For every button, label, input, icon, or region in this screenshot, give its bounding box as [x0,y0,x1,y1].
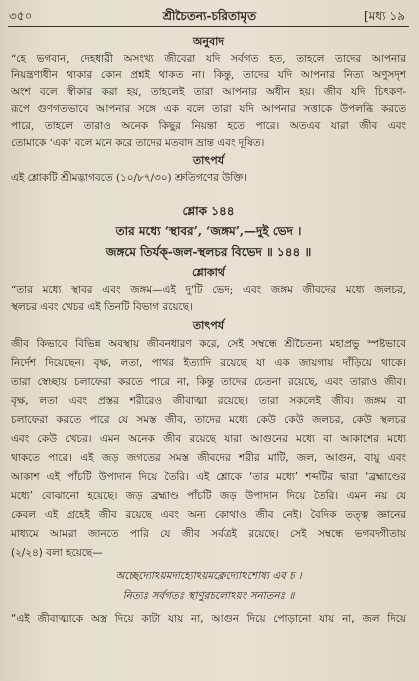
text-line: এই শ্লোকটি শ্রীমদ্ভাগবতে (১০/৮৭/৩০) শ্রুতিগণের উক্তি। [11,172,247,184]
text-line: (২/২৪) বলা হয়েছে— [11,547,103,559]
page-number: ৩৫০ [9,9,33,23]
quoted-verse-line: অচ্ছেদ্যোঽয়মদাহ্যোঽয়মক্লেদ্যোঽশোষ্য এব চ । [115,570,302,582]
text-line: এবং কেউ খেচর। এমন অনেক জীব রয়েছে যারা আগুনের মধ্যে বা আকাশের মধ্যে [11,433,406,445]
text-line: অংশ বলে স্বীকার করা হয়, তাহলেই তারা আপনার অধীন হয়। জীব যদি চিৎকণ- [11,86,406,98]
text-line: “তার মধ্যে স্থাবর এবং জঙ্গম—এই দু'টি ভেদ; এবং জঙ্গম জীবদের মধ্যে জলচর, [11,284,406,296]
verse-line: জঙ্গমে তির্যক্-জল-স্থলচর বিভেদ ॥ ১৪৪ ॥ [105,245,312,259]
verse-line: তার মধ্যে ‘স্থাবর’, ‘জঙ্গম’,—দুই ভেদ । [115,224,302,238]
text-line: আকাশ এই পাঁচটি উপাদান দিয়ে তৈরি। এই শ্লোকে ‘তার মধ্যে’ শব্দটির দ্বারা ‘ব্রহ্মাণ্ডের [11,471,406,483]
section-heading-tatparya: তাৎপর্য [192,319,225,332]
text-line: পারে, তাহলে তারাও অনেক কিছুর নিয়ন্তা হতে পারে। অতএব যারা জীব এবং [11,120,406,132]
verse-number: শ্লোক ১৪৪ [182,204,235,218]
text-line: “এই জীবাত্মাকে অস্ত্র দিয়ে কাটা যায় না, আগুন দিয়ে পোড়ানো যায় না, জল দিয়ে [11,613,406,625]
text-line: জীব কিভাবে বিভিন্ন অবস্থায় জীবনধারণ করে, সেই সম্বন্ধে শ্রীচৈতন্য মহাপ্রভু স্পষ্টভাবে [11,338,406,350]
text-line: মধ্যে’ বোঝানো হয়েছে। জড় ব্রহ্মাণ্ড পাঁচটি জড় উপাদান দিয়ে তৈরি। এমন নয় যে [11,490,406,502]
chapter-marker: [মধ্য ১৯ [364,9,405,23]
text-line: স্থলচর এবং খেচর এই তিনটি বিভাগ রয়েছে। [11,301,193,313]
text-line: চলাফেরা করতে পারে যে সমস্ত জীব, তাদের মধ্যে কেউ কেউ জলচর, কেউ স্থলচর [11,414,406,426]
text-line: তারা স্বেচ্ছায় চলাফেরা করতে পারে না, কিন্তু তাদের চেতনা রয়েছে, এবং তারাও জীব। [11,376,406,388]
text-line: তোমাকে ‘এক’ বলে মনে করে তাদের মতবাদ ভ্রান্ত এবং দূষিত। [11,137,265,149]
text-line: নির্দেশ দিয়েছেন। বৃক্ষ, লতা, পাথর ইত্যাদি রয়েছে যা এক জায়গায় দাঁড়িয়ে থাকে। [11,357,406,369]
section-heading-shlokartha: শ্লোকার্থ [192,266,225,279]
header-rule [8,26,409,27]
section-heading-tatparya: তাৎপর্য [192,154,225,167]
running-title: শ্রীচৈতন্য-চরিতামৃত [162,9,257,23]
text-line: কেবল এই গ্রহেই জীব রয়েছে এবং অন্য কোথাও জীব নেই। বৈদিক তত্ত্ব জ্ঞানের [11,509,406,521]
text-line: নিয়ন্ত্রণাধীন থাকার কোন প্রশ্নই থাকত না। কিন্তু, তাদের যদি আপনার নিত্য অণুসদৃশ [11,69,406,81]
text-line: রূপে গুণগতভাবে আপনার সঙ্গে এক বলে তারা যদি আপনার সত্তাকে উপলব্ধি করতে [11,103,406,115]
text-line: থাকতে পারে। এই জড় জগতের সমস্ত জীবদের শরীর মাটি, জল, আগুন, বায়ু এবং [11,452,406,464]
section-heading-anubad: অনুবাদ [192,35,225,48]
quoted-verse-line: নিত্যঃ সর্বগতঃ স্থাণুরচলোঽয়ং সনাতনঃ ॥ [122,590,295,602]
text-line: মাধ্যমে আমরা জানতে পারি যে জীব সর্বত্রই রয়েছে। সেই সম্বন্ধে ভগবদ্গীতায় [11,528,406,540]
text-line: “হে ভগবান, দেহধারী অসংখ্য জীবেরা যদি সর্বগত হত, তাহলে তাদের আপনার [11,53,406,65]
text-line: বৃক্ষ, লতা এবং প্রস্তর শরীরেও জীবাত্মা রয়েছে। তারা সকলেই জীব। জঙ্গম বা [11,395,406,407]
